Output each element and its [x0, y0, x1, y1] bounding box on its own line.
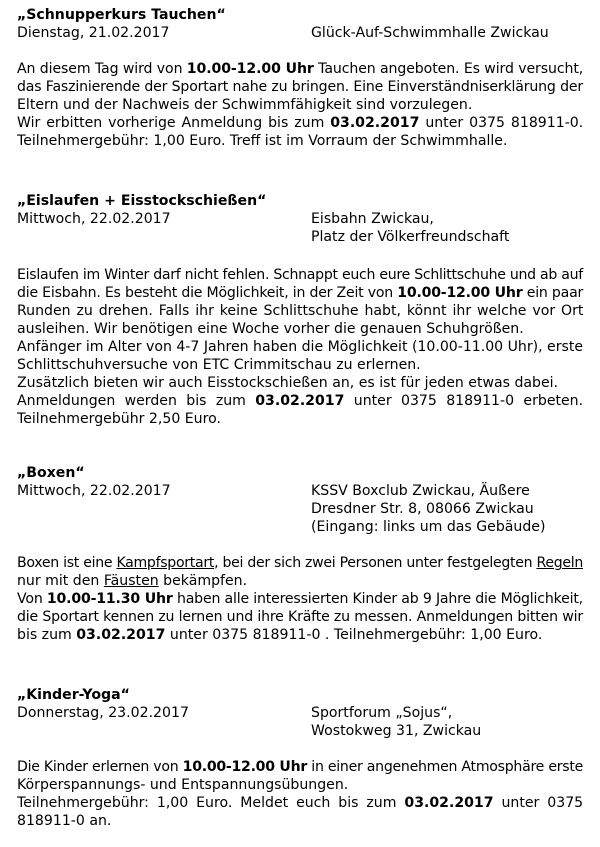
- body-line: Zusätzlich bieten wir auch Eisstockschießen an, es ist für jeden etwas dabei.: [17, 375, 559, 391]
- section-eislaufen: [17, 192, 583, 428]
- section-title: „Boxen“: [17, 465, 85, 481]
- section-title: „Kinder-Yoga“: [17, 687, 130, 703]
- location-line: Sportforum „Sojus“,: [311, 705, 453, 721]
- body-line: Schlittschuhversuche von ETC Crimmitschau zu erlernen.: [17, 357, 421, 373]
- body-line: Anfänger im Alter von 4-7 Jahren haben die Möglichkeit (10.00-11.00 Uhr), erste: [17, 339, 583, 355]
- body-line: An diesem Tag wird von 10.00-12.00 Uhr Tauchen angeboten. Es wird versucht,: [17, 61, 584, 77]
- event-location: [311, 210, 509, 246]
- body-line: bis zum 03.02.2017 unter 0375 818911-0 . Teilnehmergebühr: 1,00 Euro.: [17, 627, 543, 643]
- event-date: Dienstag, 21.02.2017: [17, 25, 170, 41]
- body-line: Runden zu drehen. Falls ihr keine Schlittschuhe habt, könnt ihr welche vor Ort: [17, 303, 584, 319]
- body-line: nur mit den Fäusten bekämpfen.: [17, 573, 248, 589]
- body-line: die Sportart kennen zu lernen und ihre Kräfte zu messen. Anmeldungen bitten wir: [17, 609, 583, 625]
- event-location: [311, 704, 481, 740]
- body-line: Teilnehmergebühr: 1,00 Euro. Treff ist im Vorraum der Schwimmhalle.: [17, 133, 508, 149]
- body-line: Körperspannungs- und Entspannungsübungen.: [17, 777, 349, 793]
- date-highlight: 03.02.2017: [330, 115, 420, 131]
- section-title: „Eislaufen + Eisstockschießen“: [17, 193, 267, 209]
- location-line: KSSV Boxclub Zwickau, Äußere: [311, 483, 530, 499]
- section-body: [17, 266, 583, 428]
- section-title: „Schnupperkurs Tauchen“: [17, 7, 226, 23]
- event-date: Donnerstag, 23.02.2017: [17, 705, 189, 721]
- section-meta: [17, 482, 583, 536]
- location-line: Glück-Auf-Schwimmhalle Zwickau: [311, 25, 549, 41]
- time-highlight: 10.00-12.00 Uhr: [186, 61, 314, 77]
- body-line: die Eisbahn. Es besteht die Möglichkeit, in der Zeit von 10.00-12.00 Uhr ein paar: [17, 285, 584, 301]
- link-faeusten[interactable]: Fäusten: [103, 573, 159, 589]
- section-boxen: [17, 464, 583, 644]
- event-date: Mittwoch, 22.02.2017: [17, 211, 171, 227]
- date-highlight: 03.02.2017: [255, 393, 345, 409]
- section-schnupperkurs-tauchen: [17, 6, 583, 150]
- event-location: [311, 24, 549, 42]
- location-line: Dresdner Str. 8, 08066 Zwickau: [311, 501, 534, 517]
- section-meta: [17, 24, 583, 42]
- body-line: Teilnehmergebühr 2,50 Euro.: [17, 411, 221, 427]
- time-highlight: 10.00-12.00 Uhr: [397, 285, 523, 301]
- time-highlight: 10.00-11.30 Uhr: [46, 591, 173, 607]
- link-regeln[interactable]: Regeln: [536, 555, 583, 571]
- body-line: Boxen ist eine Kampfsportart, bei der sich zwei Personen unter festgelegten Regeln: [17, 555, 583, 571]
- section-meta: [17, 704, 583, 740]
- location-line: Platz der Völkerfreundschaft: [311, 229, 510, 245]
- body-line: ausleihen. Wir benötigen eine Woche vorher die genauen Schuhgrößen.: [17, 321, 524, 337]
- body-line: Eislaufen im Winter darf nicht fehlen. Schnappt euch eure Schlittschuhe und ab auf: [17, 267, 583, 283]
- location-line: Eisbahn Zwickau,: [311, 211, 434, 227]
- time-highlight: 10.00-12.00 Uhr: [182, 759, 308, 775]
- body-line: Wir erbitten vorherige Anmeldung bis zum 03.02.2017 unter 0375 818911-0.: [17, 115, 584, 131]
- location-line: (Eingang: links um das Gebäude): [311, 519, 546, 535]
- section-body: [17, 554, 583, 644]
- section-body: [17, 60, 583, 150]
- body-line: Eltern und der Nachweis der Schwimmfähigkeit sind vorzulegen.: [17, 97, 473, 113]
- body-line: das Faszinierende der Sportart nahe zu bringen. Eine Einverständniserklärung der: [17, 79, 583, 95]
- section-body: [17, 758, 583, 830]
- event-date: Mittwoch, 22.02.2017: [17, 483, 171, 499]
- body-line: 818911-0 an.: [17, 813, 112, 829]
- date-highlight: 03.02.2017: [404, 795, 494, 811]
- date-highlight: 03.02.2017: [76, 627, 166, 643]
- event-location: [311, 482, 545, 536]
- location-line: Wostokweg 31, Zwickau: [311, 723, 482, 739]
- body-line: Anmeldungen werden bis zum 03.02.2017 unter 0375 818911-0 erbeten.: [17, 393, 584, 409]
- section-meta: [17, 210, 583, 246]
- link-kampfsportart[interactable]: Kampfsportart: [116, 555, 215, 571]
- body-line: Die Kinder erlernen von 10.00-12.00 Uhr in einer angenehmen Atmosphäre erste: [17, 759, 584, 775]
- body-line: Von 10.00-11.30 Uhr haben alle interessierten Kinder ab 9 Jahre die Möglichkeit,: [17, 591, 583, 607]
- section-kinder-yoga: [17, 686, 583, 830]
- body-line: Teilnehmergebühr: 1,00 Euro. Meldet euch bis zum 03.02.2017 unter 0375: [17, 795, 584, 811]
